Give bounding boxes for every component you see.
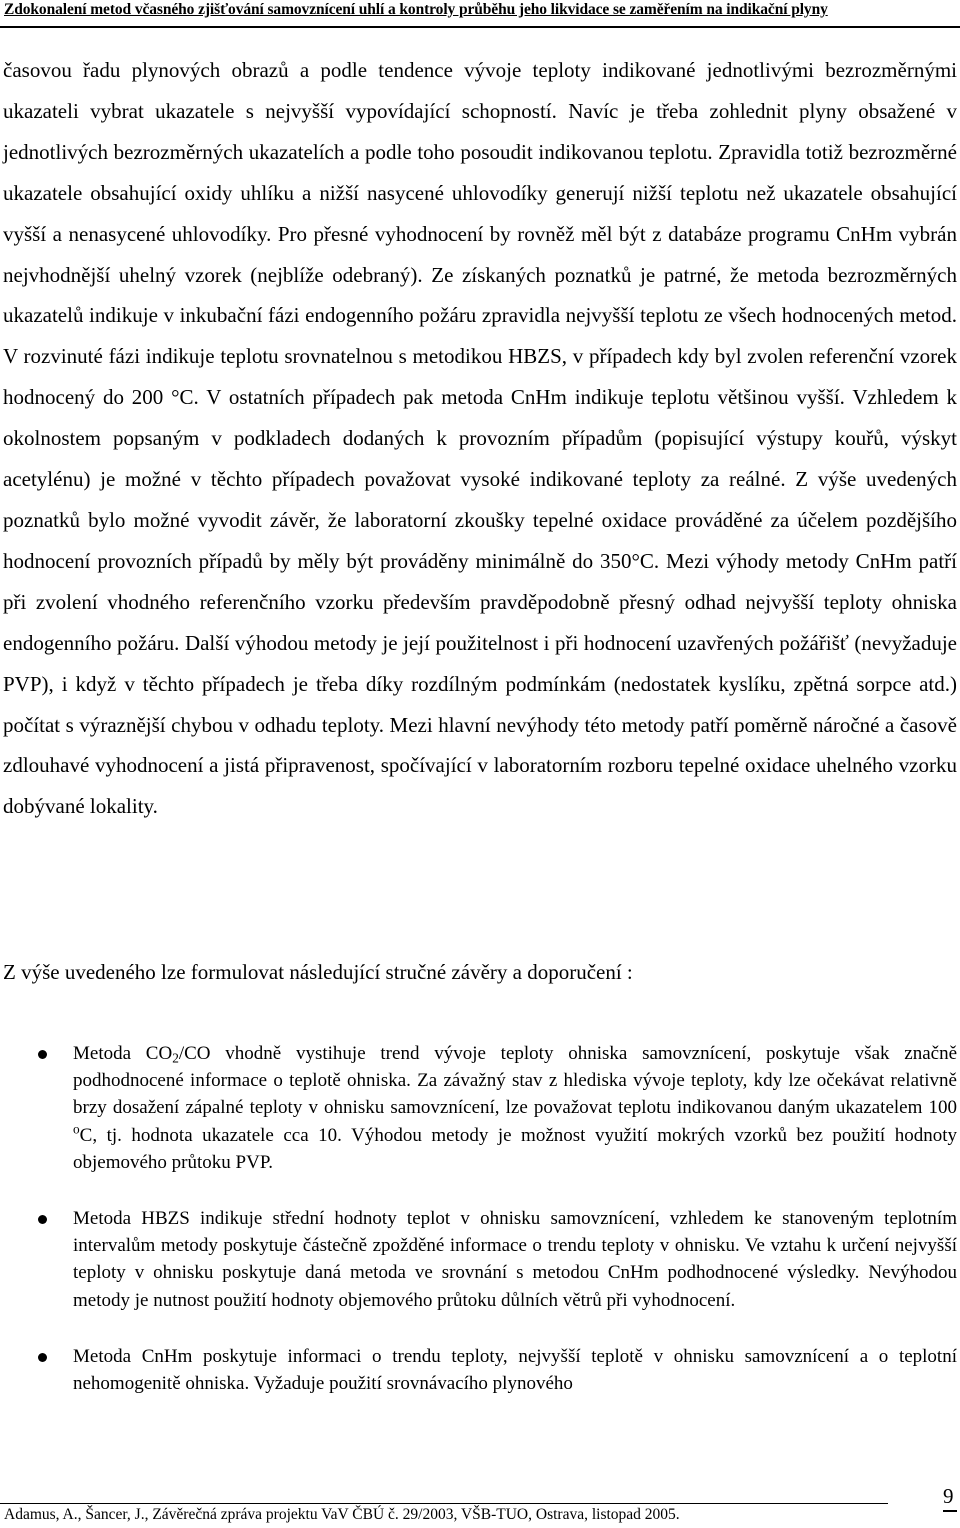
- document-title: Zdokonalení metod včasného zjišťování samovznícení uhlí a kontroly průběhu jeho likvidace se zaměřením na indikační plyny: [4, 1, 828, 18]
- list-item: [0, 1343, 960, 1397]
- list-item: [0, 1205, 960, 1314]
- conclusion-list: [0, 1040, 960, 1426]
- subscript-text: 2: [172, 1050, 179, 1066]
- bullet-icon: [38, 1050, 47, 1059]
- conclusion-text-mid: /CO vhodně vystihuje trend vývoje teploty ohniska samovznícení, poskytuje však značně podhodnocené informace o teplotě ohniska. Za závažný stav z hlediska vývoje teploty, kdy lze očekávat relativně brzy dosažení zápalné teploty v ohnisku samovznícení, lze považovat teplotu indikovanou daným ukazatelem 100: [73, 1043, 957, 1119]
- degree-superscript: o: [73, 1121, 80, 1137]
- page-number-underline: [943, 1510, 957, 1512]
- conclusion-text: Metoda CnHm poskytuje informaci o trendu teploty, nejvyšší teplotě v ohnisku samovznícení a o teplotní nehomogenitě ohniska. Vyžaduje použití srovnávacího plynového: [73, 1345, 957, 1395]
- page-number: 9: [943, 1484, 954, 1508]
- bullet-icon: [38, 1215, 47, 1224]
- conclusion-text: Metoda HBZS indikuje střední hodnoty teplot v ohnisku samovznícení, vzhledem ke stanoveným teplotním intervalům metody poskytuje částečně zpožděné informace o trendu teploty v ohnisku. Ve vztahu k určení nejvyšší teploty v ohnisku poskytuje daná metoda ve srovnání s metodou CnHm podhodnocené výsledky. Nevýhodou metody je nutnost použití hodnoty objemového průtoku důlních větrů při vyhodnocení.: [73, 1208, 957, 1311]
- bullet-icon: [38, 1353, 47, 1362]
- conclusion-text-lead: Metoda CO: [73, 1043, 173, 1064]
- list-item: [0, 1040, 960, 1176]
- footer-divider: [0, 1503, 888, 1504]
- conclusion-text-tail: C, tj. hodnota ukazatele cca 10. Výhodou metody je možnost využití mokrých vzorků bez použití hodnoty objemového průtoku PVP.: [73, 1124, 957, 1173]
- summary-intro: Z výše uvedeného lze formulovat následující stručné závěry a doporučení :: [3, 960, 633, 984]
- footer-citation: Adamus, A., Šancer, J., Závěrečná zpráva projektu VaV ČBÚ č. 29/2003, VŠB-TUO, Ostrava, listopad 2005.: [4, 1506, 680, 1523]
- page-header: [0, 0, 960, 28]
- body-paragraph: časovou řadu plynových obrazů a podle tendence vývoje teploty indikované jednotlivými bezrozměrnými ukazateli vybrat ukazatele s nejvyšší vypovídající schopností. Navíc je třeba zohlednit plyny obsažené v jednotlivých bezrozměrných ukazatelích a podle toho posoudit indikovanou teplotu. Zpravidla totiž bezrozměrné ukazatele obsahující oxidy uhlíku a nižší nasycené uhlovodíky generují nižší teplotu než ukazatele obsahující vyšší a nenasycené uhlovodíky. Pro přesné vyhodnocení by rovněž měl být z databáze programu CnHm vybrán nejvhodnější uhelný vzorek (nejblíže odebraný). Ze získaných poznatků je patrné, že metoda bezrozměrných ukazatelů indikuje v inkubační fázi endogenního požáru zpravidla nejvyšší teplotu ze všech hodnocených metod. V rozvinuté fázi indikuje teplotu srovnatelnou s metodikou HBZS, v případech kdy byl zvolen referenční vzorek hodnocený do 200 °C. V ostatních případech pak metoda CnHm indikuje teplotu většinou vyšší. Vzhledem k okolnostem popsaným v podkladech dodaných k provozním případům (popisující výstupy kouřů, výskyt acetylénu) je možné v těchto případech považovat vysoké indikované teploty za reálné. Z výše uvedených poznatků bylo možné vyvodit závěr, že laboratorní zkoušky tepelné oxidace prováděné za účelem pozdějšího hodnocení provozních případů by měly být prováděny minimálně do 350°C. Mezi výhody metody CnHm patří při zvolení vhodného referenčního vzorku především pravděpodobně přesný odhad nejvyšší teploty ohniska endogenního požáru. Další výhodou metody je její použitelnost i při hodnocení uzavřených požářišť (nevyžaduje PVP), i když v těchto případech je třeba díky rozdílným podmínkám (nedostatek kyslíku, zpětná sorpce atd.) počítat s výraznější chybou v odhadu teploty. Mezi hlavní nevýhody této metody patří poměrně náročné a časově zdlouhavé vyhodnocení a jistá připravenost, spočívající v laboratorním rozboru tepelné oxidace uhelného vzorku dobývané lokality.: [3, 58, 957, 819]
